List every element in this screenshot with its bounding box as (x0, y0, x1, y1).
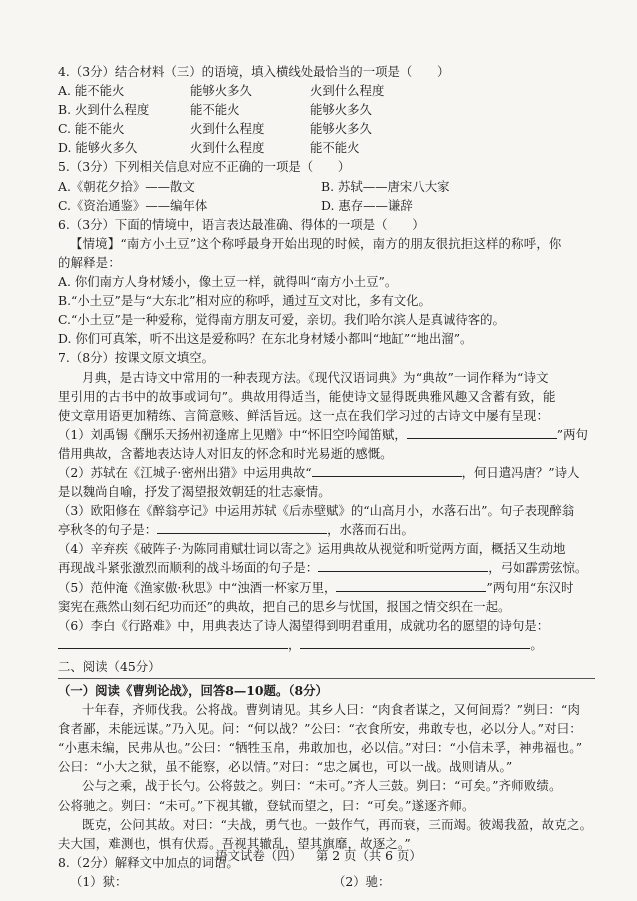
q5-options-row2: C.《资治通鉴》——编年体 D. 惠存——谦辞 (58, 197, 413, 213)
q7-item-4: （4）辛弃疾《破阵子·为陈同甫赋壮词以寄之》运用典故从视觉和听觉两方面，概括又生动地 (58, 541, 566, 557)
passage-line: 既克，公问其故。对曰：“夫战，勇气也。一鼓作气，再而衰，三而竭。彼竭我盈，故克之。 (82, 816, 593, 832)
answer-blank[interactable] (318, 558, 488, 572)
q6-stem: 6.（3分）下面的情境中，语言表达最准确、得体的一项是（ ） (58, 216, 425, 232)
q6-option: C.“小土豆”是一种爱称，觉得南方朋友可爱，亲切。我们哈尔滨人是真诚待客的。 (58, 312, 505, 328)
q6-option: D. 你们可真笨，听不出这是爱称吗？在东北身材矮小都叫“地缸”“地出溜”。 (58, 331, 473, 347)
answer-blank[interactable] (407, 425, 557, 439)
passage-line: “小惠未编，民弗从也。”公曰：“牺牲玉帛，弗敢加也，必以信。”对曰：“小信未孚，神弗福也。” (58, 740, 583, 756)
q7-item-3-cont: 亭秋冬的句子是： ，水落而石出。 (58, 522, 414, 538)
divider (58, 678, 595, 679)
passage-line: 公曰：“小大之狱，虽不能察，必以情。”对曰：“忠之属也，可以一战。战则请从。” (58, 759, 513, 775)
q7-stem: 7.（8分）按课文原文填空。 (58, 350, 215, 366)
q7-item-5-cont: 窦宪在燕然山刻石纪功而还”的典故，把自己的思乡与忧国，报国之情交织在一起。 (58, 598, 511, 614)
q7-intro-line: 使文章用语更加精练、言简意赅、鲜活旨远。这一点在我们学习过的古诗文中屡有呈现： (58, 407, 550, 423)
section-heading: 二、阅读（45分） (58, 658, 161, 674)
subsection-heading: （一）阅读《曹刿论战》，回答8—10题。（8分） (58, 683, 328, 698)
passage-line: 夫大国，难测也，惧有伏焉。吾视其辙乱，望其旗靡，故逐之。” (58, 835, 411, 851)
q6-option: A. 你们南方人身材矮小，像土豆一样，就得叫“南方小土豆”。 (58, 274, 398, 290)
page-footer (0, 846, 637, 865)
q8-answer-1[interactable]: （1）狱： (70, 873, 128, 889)
q4-option-a: A. 能不能火 能够火多久 火到什么程度 (58, 83, 385, 99)
q4-option-d: D. 能够火多久 火到什么程度 能不能火 (58, 140, 360, 156)
q4-option-b: B. 火到什么程度 能不能火 能够火多久 (58, 102, 372, 118)
footer-page-number: 第 2 页（共 6 页） (315, 848, 422, 863)
q7-item-6: （6）李白《行路难》中，用典表达了诗人渴望得到明君重用，成就功名的愿望的诗句是： (58, 617, 550, 633)
q6-context-line: 【情境】“南方小土豆”这个称呼最身开始出现的时候，南方的朋友很抗拒这样的称呼，你 (70, 235, 562, 251)
q6-context-line: 的解释是： (58, 254, 121, 270)
q7-item-5: （5）范仲淹《渔家傲·秋思》中“浊酒一杯家万里， ”两句用“东汉时 (58, 579, 574, 595)
answer-blank[interactable] (58, 635, 288, 649)
answer-blank[interactable] (300, 635, 530, 649)
q4-stem: 4.（3分）结合材料（三）的语境，填入横线处最恰当的一项是（ ） (58, 64, 450, 79)
q7-item-4-cont: 再现战斗紧张激烈而顺利的战斗场面的句子是： ，弓如霹雳弦惊。 (58, 560, 588, 576)
q8-stem: 8.（2分）解释文中加点的词语。 (58, 854, 239, 870)
q7-intro-line: 月典，是古诗文中常用的一种表现方法。《现代汉语词典》为“典故”一词作释为“诗文 (82, 369, 549, 385)
q7-item-1: （1）刘禹锡《酬乐天扬州初逢席上见赠》中“怀旧空吟闻笛赋， ”两句 (58, 426, 588, 442)
q7-item-1-cont: 借用典故，含蓄地表达诗人对旧友的怀念和时光易逝的感慨。 (58, 445, 393, 461)
footer-subject: 语文试卷（四） (215, 848, 302, 863)
q5-options-row1: A.《朝花夕拾》——散文 B. 苏轼——唐宋八大家 (58, 178, 450, 194)
q7-item-6-blanks: ， 。 (58, 635, 595, 654)
passage-line: 十年春，齐师伐我。公将战。曹刿请见。其乡人曰：“肉食者谋之，又何间焉？”刿曰：“肉 (82, 702, 581, 718)
answer-blank[interactable] (336, 578, 486, 592)
answer-blank[interactable] (312, 463, 462, 477)
passage-line: 公与之乘，战于长勺。公将鼓之。刿曰：“未可。”齐人三鼓。刿曰：“可矣。”齐师败绩。 (82, 778, 562, 794)
q8-answers (58, 872, 595, 891)
q7-item-2-cont: 是以魏尚自喻，抒发了渴望报效朝廷的壮志豪情。 (58, 484, 331, 500)
q8-answer-2[interactable]: （2）驰： (333, 873, 391, 889)
q7-item-2: （2）苏轼在《江城子·密州出猎》中运用典故“ ，何日遣冯唐？”诗人 (58, 464, 580, 480)
passage-line: 食者鄙，未能远谋。”乃入见。问：“何以战？”公曰：“衣食所安，弗敢专也，必以分人。”对曰： (58, 721, 582, 737)
q7-intro-line: 里引用的古书中的故事或词句”。典故用得适当，能使诗文显得既典雅风趣又含蓄有致，能 (58, 388, 556, 404)
q4-option-c: C. 能不能火 火到什么程度 能够火多久 (58, 121, 372, 137)
q5-stem: 5.（3分）下列相关信息对应不正确的一项是（ ） (58, 159, 351, 175)
q6-option: B.“小土豆”是与“大东北”相对应的称呼，通过互文对比，多有文化。 (58, 293, 431, 309)
q7-item-3: （3）欧阳修在《醉翁亭记》中运用苏轼《后赤壁赋》的“山高月小，水落石出”。句子表现醉翁 (58, 503, 575, 519)
passage-line: 公将驰之。刿曰：“未可。”下视其辙，登轼而望之，曰：“可矣。”遂逐齐师。 (58, 797, 475, 813)
answer-blank[interactable] (157, 520, 327, 534)
